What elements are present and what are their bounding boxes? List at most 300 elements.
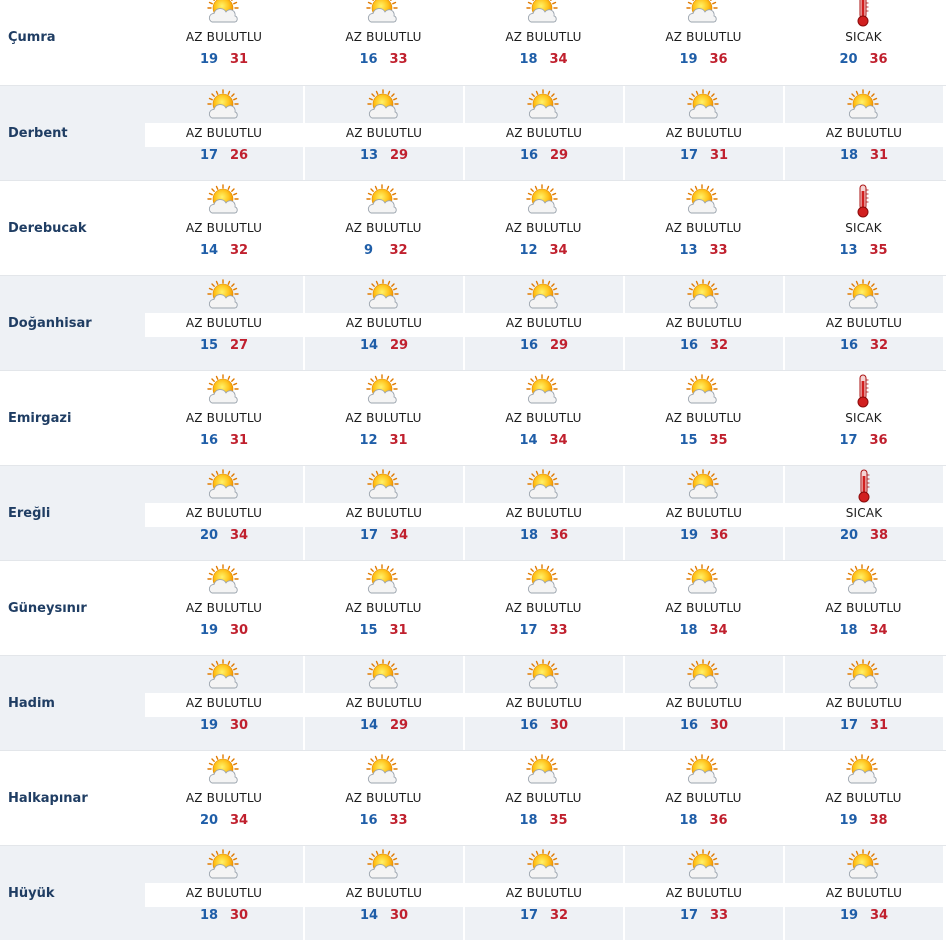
temperature-range xyxy=(465,718,623,740)
max-temperature: 38 xyxy=(869,528,889,543)
min-temperature: 18 xyxy=(519,528,539,543)
partly-cloudy-sun-icon xyxy=(685,373,721,409)
city-name[interactable]: Hadim xyxy=(0,656,145,750)
temperature-range xyxy=(145,338,303,360)
day-forecast-cell xyxy=(624,466,783,560)
condition-label: AZ BULUTLU xyxy=(665,411,742,425)
day-forecast-cell xyxy=(304,751,463,845)
partly-cloudy-sun-icon xyxy=(366,658,402,694)
partly-cloudy-sun-icon xyxy=(845,753,881,789)
partly-cloudy-sun-icon xyxy=(206,753,242,789)
day-forecast-cell xyxy=(304,371,463,465)
partly-cloudy-sun-icon xyxy=(365,0,401,28)
partly-cloudy-sun-icon xyxy=(846,848,882,884)
temperature-range xyxy=(785,908,943,930)
min-temperature: 20 xyxy=(199,528,219,543)
temperature-range xyxy=(624,243,783,265)
day-forecast-cell xyxy=(145,0,303,85)
min-temperature: 16 xyxy=(359,52,378,67)
max-temperature: 31 xyxy=(389,623,408,638)
max-temperature: 32 xyxy=(549,908,569,923)
temperature-range xyxy=(625,528,783,550)
partly-cloudy-sun-icon xyxy=(365,373,401,409)
max-temperature: 30 xyxy=(229,718,249,733)
partly-cloudy-sun-icon xyxy=(206,88,242,124)
min-temperature: 14 xyxy=(519,433,538,448)
max-temperature: 36 xyxy=(869,433,888,448)
condition-label: AZ BULUTLU xyxy=(825,696,903,710)
day-forecast-cell xyxy=(304,0,463,85)
temperature-range xyxy=(305,908,463,930)
partly-cloudy-sun-icon xyxy=(365,183,401,219)
temperature-range xyxy=(465,148,623,170)
condition-label: AZ BULUTLU xyxy=(345,601,422,615)
temperature-range xyxy=(464,813,623,835)
min-temperature: 17 xyxy=(679,908,699,923)
city-name[interactable]: Çumra xyxy=(8,30,56,45)
temperature-range xyxy=(304,433,463,455)
forecast-row xyxy=(0,465,946,560)
condition-label: AZ BULUTLU xyxy=(665,221,742,235)
max-temperature: 36 xyxy=(709,528,729,543)
partly-cloudy-sun-icon xyxy=(525,563,561,599)
temperature-range xyxy=(305,528,463,550)
temperature-range xyxy=(145,243,303,265)
partly-cloudy-sun-icon xyxy=(206,278,242,314)
day-forecast-cell xyxy=(784,276,943,370)
condition-label: AZ BULUTLU xyxy=(505,506,583,520)
min-temperature: 17 xyxy=(519,908,539,923)
day-forecast-cell xyxy=(145,656,303,750)
partly-cloudy-sun-icon xyxy=(685,753,721,789)
day-forecast-cell xyxy=(784,656,943,750)
temperature-range xyxy=(145,528,303,550)
condition-label: AZ BULUTLU xyxy=(185,886,263,900)
min-temperature: 20 xyxy=(839,52,858,67)
min-temperature: 15 xyxy=(199,338,219,353)
day-forecast-cell xyxy=(624,561,783,655)
partly-cloudy-sun-icon xyxy=(526,658,562,694)
max-temperature: 34 xyxy=(229,813,249,828)
max-temperature: 31 xyxy=(709,148,729,163)
max-temperature: 32 xyxy=(709,338,729,353)
partly-cloudy-sun-icon xyxy=(846,658,882,694)
partly-cloudy-sun-icon xyxy=(365,753,401,789)
min-temperature: 15 xyxy=(679,433,698,448)
temperature-range xyxy=(305,718,463,740)
forecast-row xyxy=(0,845,946,940)
max-temperature: 32 xyxy=(229,243,249,258)
condition-label: AZ BULUTLU xyxy=(505,30,582,44)
max-temperature: 33 xyxy=(389,52,408,67)
min-temperature: 19 xyxy=(199,718,219,733)
condition-label: AZ BULUTLU xyxy=(825,886,903,900)
temperature-range xyxy=(624,433,783,455)
temperature-range xyxy=(624,52,783,74)
max-temperature: 34 xyxy=(549,52,568,67)
day-forecast-cell xyxy=(145,371,303,465)
max-temperature: 34 xyxy=(549,243,568,258)
condition-label: AZ BULUTLU xyxy=(345,30,422,44)
max-temperature: 29 xyxy=(389,148,409,163)
partly-cloudy-sun-icon xyxy=(526,278,562,314)
condition-label: AZ BULUTLU xyxy=(665,30,742,44)
max-temperature: 31 xyxy=(869,718,889,733)
condition-label: AZ BULUTLU xyxy=(185,221,263,235)
day-forecast-cell xyxy=(624,86,783,180)
forecast-row xyxy=(0,275,946,370)
temperature-range xyxy=(464,433,623,455)
day-forecast-cell xyxy=(145,561,303,655)
day-forecast-cell xyxy=(145,181,303,275)
day-forecast-cell xyxy=(784,561,943,655)
partly-cloudy-sun-icon xyxy=(685,563,721,599)
day-forecast-cell xyxy=(624,656,783,750)
max-temperature: 36 xyxy=(549,528,569,543)
temperature-range xyxy=(624,813,783,835)
max-temperature: 33 xyxy=(709,243,728,258)
condition-label: AZ BULUTLU xyxy=(345,506,423,520)
condition-label: AZ BULUTLU xyxy=(505,126,583,140)
temperature-range xyxy=(784,243,943,265)
temperature-range xyxy=(305,338,463,360)
condition-label: AZ BULUTLU xyxy=(505,696,583,710)
day-forecast-cell xyxy=(464,751,623,845)
day-forecast-cell xyxy=(784,466,943,560)
max-temperature: 30 xyxy=(389,908,409,923)
condition-label: AZ BULUTLU xyxy=(825,601,902,615)
max-temperature: 33 xyxy=(709,908,729,923)
min-temperature: 17 xyxy=(839,718,859,733)
temperature-range xyxy=(625,718,783,740)
day-forecast-cell xyxy=(624,0,783,85)
max-temperature: 33 xyxy=(389,813,408,828)
max-temperature: 30 xyxy=(229,623,249,638)
min-temperature: 19 xyxy=(679,52,698,67)
max-temperature: 33 xyxy=(549,623,568,638)
min-temperature: 16 xyxy=(839,338,859,353)
partly-cloudy-sun-icon xyxy=(686,848,722,884)
temperature-range xyxy=(784,813,943,835)
min-temperature: 18 xyxy=(839,623,858,638)
temperature-range xyxy=(145,148,303,170)
day-forecast-cell xyxy=(145,751,303,845)
max-temperature: 29 xyxy=(389,338,409,353)
partly-cloudy-sun-icon xyxy=(685,0,721,28)
condition-label: AZ BULUTLU xyxy=(505,886,583,900)
condition-label: AZ BULUTLU xyxy=(345,791,422,805)
condition-label: AZ BULUTLU xyxy=(185,601,263,615)
partly-cloudy-sun-icon xyxy=(525,0,561,28)
max-temperature: 31 xyxy=(229,433,249,448)
min-temperature: 14 xyxy=(199,243,219,258)
day-forecast-cell xyxy=(304,846,463,940)
min-temperature: 17 xyxy=(679,148,699,163)
temperature-range xyxy=(464,243,623,265)
forecast-row xyxy=(0,560,946,655)
day-forecast-cell xyxy=(464,846,623,940)
max-temperature: 34 xyxy=(549,433,568,448)
max-temperature: 27 xyxy=(229,338,249,353)
day-forecast-cell xyxy=(464,0,623,85)
partly-cloudy-sun-icon xyxy=(846,278,882,314)
partly-cloudy-sun-icon xyxy=(366,88,402,124)
condition-label: AZ BULUTLU xyxy=(505,221,582,235)
day-forecast-cell xyxy=(304,276,463,370)
thermometer-hot-icon xyxy=(845,183,881,219)
condition-label: AZ BULUTLU xyxy=(185,126,263,140)
condition-label: AZ BULUTLU xyxy=(665,886,743,900)
condition-label: SICAK xyxy=(845,411,882,425)
city-name[interactable]: Doğanhisar xyxy=(0,276,145,370)
max-temperature: 38 xyxy=(869,813,888,828)
forecast-row xyxy=(0,370,946,465)
temperature-range xyxy=(785,528,943,550)
min-temperature: 17 xyxy=(359,528,379,543)
condition-label: AZ BULUTLU xyxy=(185,30,263,44)
max-temperature: 31 xyxy=(229,52,249,67)
day-forecast-cell xyxy=(145,466,303,560)
min-temperature: 16 xyxy=(679,338,699,353)
temperature-range xyxy=(145,623,303,645)
day-forecast-cell xyxy=(145,276,303,370)
temperature-range xyxy=(465,528,623,550)
min-temperature: 16 xyxy=(679,718,699,733)
day-forecast-cell xyxy=(464,276,623,370)
min-temperature: 13 xyxy=(679,243,698,258)
min-temperature: 19 xyxy=(839,813,858,828)
temperature-range xyxy=(304,243,463,265)
partly-cloudy-sun-icon xyxy=(206,658,242,694)
day-forecast-cell xyxy=(464,371,623,465)
temperature-range xyxy=(464,623,623,645)
temperature-range xyxy=(624,623,783,645)
temperature-range xyxy=(784,433,943,455)
min-temperature: 18 xyxy=(199,908,219,923)
max-temperature: 30 xyxy=(229,908,249,923)
day-forecast-cell xyxy=(784,86,943,180)
condition-label: AZ BULUTLU xyxy=(185,506,263,520)
temperature-range xyxy=(625,908,783,930)
city-name[interactable]: Derbent xyxy=(0,86,145,180)
max-temperature: 26 xyxy=(229,148,249,163)
condition-label: AZ BULUTLU xyxy=(505,791,582,805)
condition-label: AZ BULUTLU xyxy=(665,601,742,615)
day-forecast-cell xyxy=(304,181,463,275)
max-temperature: 34 xyxy=(709,623,728,638)
city-name[interactable]: Derebucak xyxy=(8,220,87,236)
max-temperature: 35 xyxy=(709,433,728,448)
condition-label: AZ BULUTLU xyxy=(505,601,582,615)
min-temperature: 14 xyxy=(359,338,379,353)
thermometer-hot-icon xyxy=(845,0,881,28)
min-temperature: 19 xyxy=(199,52,219,67)
condition-label: AZ BULUTLU xyxy=(345,886,423,900)
temperature-range xyxy=(784,623,943,645)
condition-label: AZ BULUTLU xyxy=(185,316,263,330)
temperature-range xyxy=(785,338,943,360)
temperature-range xyxy=(145,433,303,455)
min-temperature: 17 xyxy=(839,433,858,448)
partly-cloudy-sun-icon xyxy=(206,0,242,28)
condition-label: SICAK xyxy=(845,506,883,520)
min-temperature: 12 xyxy=(359,433,378,448)
day-forecast-cell xyxy=(624,751,783,845)
temperature-range xyxy=(304,813,463,835)
day-forecast-cell xyxy=(624,846,783,940)
min-temperature: 13 xyxy=(839,243,858,258)
temperature-range xyxy=(145,52,303,74)
thermometer-hot-icon xyxy=(846,468,882,504)
partly-cloudy-sun-icon xyxy=(846,88,882,124)
min-temperature: 19 xyxy=(839,908,859,923)
condition-label: AZ BULUTLU xyxy=(185,411,263,425)
partly-cloudy-sun-icon xyxy=(526,468,562,504)
min-temperature: 20 xyxy=(199,813,219,828)
temperature-range xyxy=(465,338,623,360)
max-temperature: 34 xyxy=(869,623,888,638)
min-temperature: 12 xyxy=(519,243,538,258)
partly-cloudy-sun-icon xyxy=(206,563,242,599)
temperature-range xyxy=(145,813,303,835)
max-temperature: 35 xyxy=(869,243,888,258)
partly-cloudy-sun-icon xyxy=(686,278,722,314)
partly-cloudy-sun-icon xyxy=(686,658,722,694)
forecast-row xyxy=(0,750,946,845)
partly-cloudy-sun-icon xyxy=(526,848,562,884)
temperature-range xyxy=(145,908,303,930)
temperature-range xyxy=(464,52,623,74)
condition-label: AZ BULUTLU xyxy=(665,791,742,805)
partly-cloudy-sun-icon xyxy=(366,468,402,504)
partly-cloudy-sun-icon xyxy=(206,848,242,884)
forecast-row xyxy=(0,85,946,180)
day-forecast-cell xyxy=(784,846,943,940)
condition-label: AZ BULUTLU xyxy=(345,126,423,140)
max-temperature: 34 xyxy=(229,528,249,543)
day-forecast-cell xyxy=(784,751,943,845)
condition-label: AZ BULUTLU xyxy=(505,411,582,425)
day-forecast-cell xyxy=(464,466,623,560)
max-temperature: 30 xyxy=(709,718,729,733)
partly-cloudy-sun-icon xyxy=(366,848,402,884)
day-forecast-cell xyxy=(784,0,943,85)
temperature-range xyxy=(465,908,623,930)
city-name[interactable]: Emirgazi xyxy=(8,410,72,426)
condition-label: AZ BULUTLU xyxy=(665,126,743,140)
partly-cloudy-sun-icon xyxy=(685,183,721,219)
partly-cloudy-sun-icon xyxy=(686,88,722,124)
city-name[interactable]: Halkapınar xyxy=(8,790,88,806)
temperature-range xyxy=(304,52,463,74)
forecast-row xyxy=(0,0,946,85)
partly-cloudy-sun-icon xyxy=(365,563,401,599)
min-temperature: 18 xyxy=(839,148,859,163)
day-forecast-cell xyxy=(304,466,463,560)
max-temperature: 31 xyxy=(869,148,889,163)
condition-label: AZ BULUTLU xyxy=(185,696,263,710)
max-temperature: 36 xyxy=(869,52,888,67)
min-temperature: 17 xyxy=(199,148,219,163)
partly-cloudy-sun-icon xyxy=(686,468,722,504)
condition-label: AZ BULUTLU xyxy=(345,316,423,330)
condition-label: AZ BULUTLU xyxy=(825,791,902,805)
partly-cloudy-sun-icon xyxy=(366,278,402,314)
partly-cloudy-sun-icon xyxy=(845,563,881,599)
min-temperature: 18 xyxy=(519,52,538,67)
condition-label: AZ BULUTLU xyxy=(505,316,583,330)
partly-cloudy-sun-icon xyxy=(525,753,561,789)
temperature-range xyxy=(304,623,463,645)
min-temperature: 20 xyxy=(839,528,859,543)
city-name[interactable]: Ereğli xyxy=(0,466,145,560)
min-temperature: 14 xyxy=(359,908,379,923)
temperature-range xyxy=(785,148,943,170)
min-temperature: 16 xyxy=(199,433,219,448)
max-temperature: 29 xyxy=(549,148,569,163)
day-forecast-cell xyxy=(464,656,623,750)
max-temperature: 35 xyxy=(549,813,568,828)
min-temperature: 19 xyxy=(679,528,699,543)
temperature-range xyxy=(625,338,783,360)
max-temperature: 36 xyxy=(709,813,728,828)
max-temperature: 30 xyxy=(549,718,569,733)
temperature-range xyxy=(305,148,463,170)
condition-label: AZ BULUTLU xyxy=(825,316,903,330)
max-temperature: 34 xyxy=(389,528,409,543)
condition-label: AZ BULUTLU xyxy=(185,791,263,805)
min-temperature: 16 xyxy=(519,718,539,733)
temperature-range xyxy=(145,718,303,740)
day-forecast-cell xyxy=(624,371,783,465)
max-temperature: 34 xyxy=(869,908,889,923)
condition-label: SICAK xyxy=(845,221,882,235)
forecast-row xyxy=(0,655,946,750)
min-temperature: 18 xyxy=(519,813,538,828)
partly-cloudy-sun-icon xyxy=(526,88,562,124)
min-temperature: 16 xyxy=(519,148,539,163)
partly-cloudy-sun-icon xyxy=(206,468,242,504)
city-name[interactable]: Güneysınır xyxy=(8,600,87,616)
min-temperature: 14 xyxy=(359,718,379,733)
temperature-range xyxy=(625,148,783,170)
max-temperature: 29 xyxy=(549,338,569,353)
day-forecast-cell xyxy=(464,561,623,655)
min-temperature: 13 xyxy=(359,148,379,163)
condition-label: AZ BULUTLU xyxy=(345,696,423,710)
city-name[interactable]: Hüyük xyxy=(0,846,145,940)
max-temperature: 32 xyxy=(389,243,408,258)
day-forecast-cell xyxy=(145,846,303,940)
condition-label: AZ BULUTLU xyxy=(825,126,903,140)
min-temperature: 16 xyxy=(519,338,539,353)
partly-cloudy-sun-icon xyxy=(525,183,561,219)
min-temperature: 16 xyxy=(359,813,378,828)
thermometer-hot-icon xyxy=(845,373,881,409)
max-temperature: 36 xyxy=(709,52,728,67)
min-temperature: 19 xyxy=(199,623,219,638)
min-temperature: 9 xyxy=(363,243,374,258)
day-forecast-cell xyxy=(464,181,623,275)
condition-label: AZ BULUTLU xyxy=(665,316,743,330)
day-forecast-cell xyxy=(784,371,943,465)
min-temperature: 15 xyxy=(359,623,378,638)
condition-label: SICAK xyxy=(845,30,882,44)
day-forecast-cell xyxy=(304,561,463,655)
day-forecast-cell xyxy=(304,86,463,180)
forecast-row xyxy=(0,180,946,275)
day-forecast-cell xyxy=(624,276,783,370)
